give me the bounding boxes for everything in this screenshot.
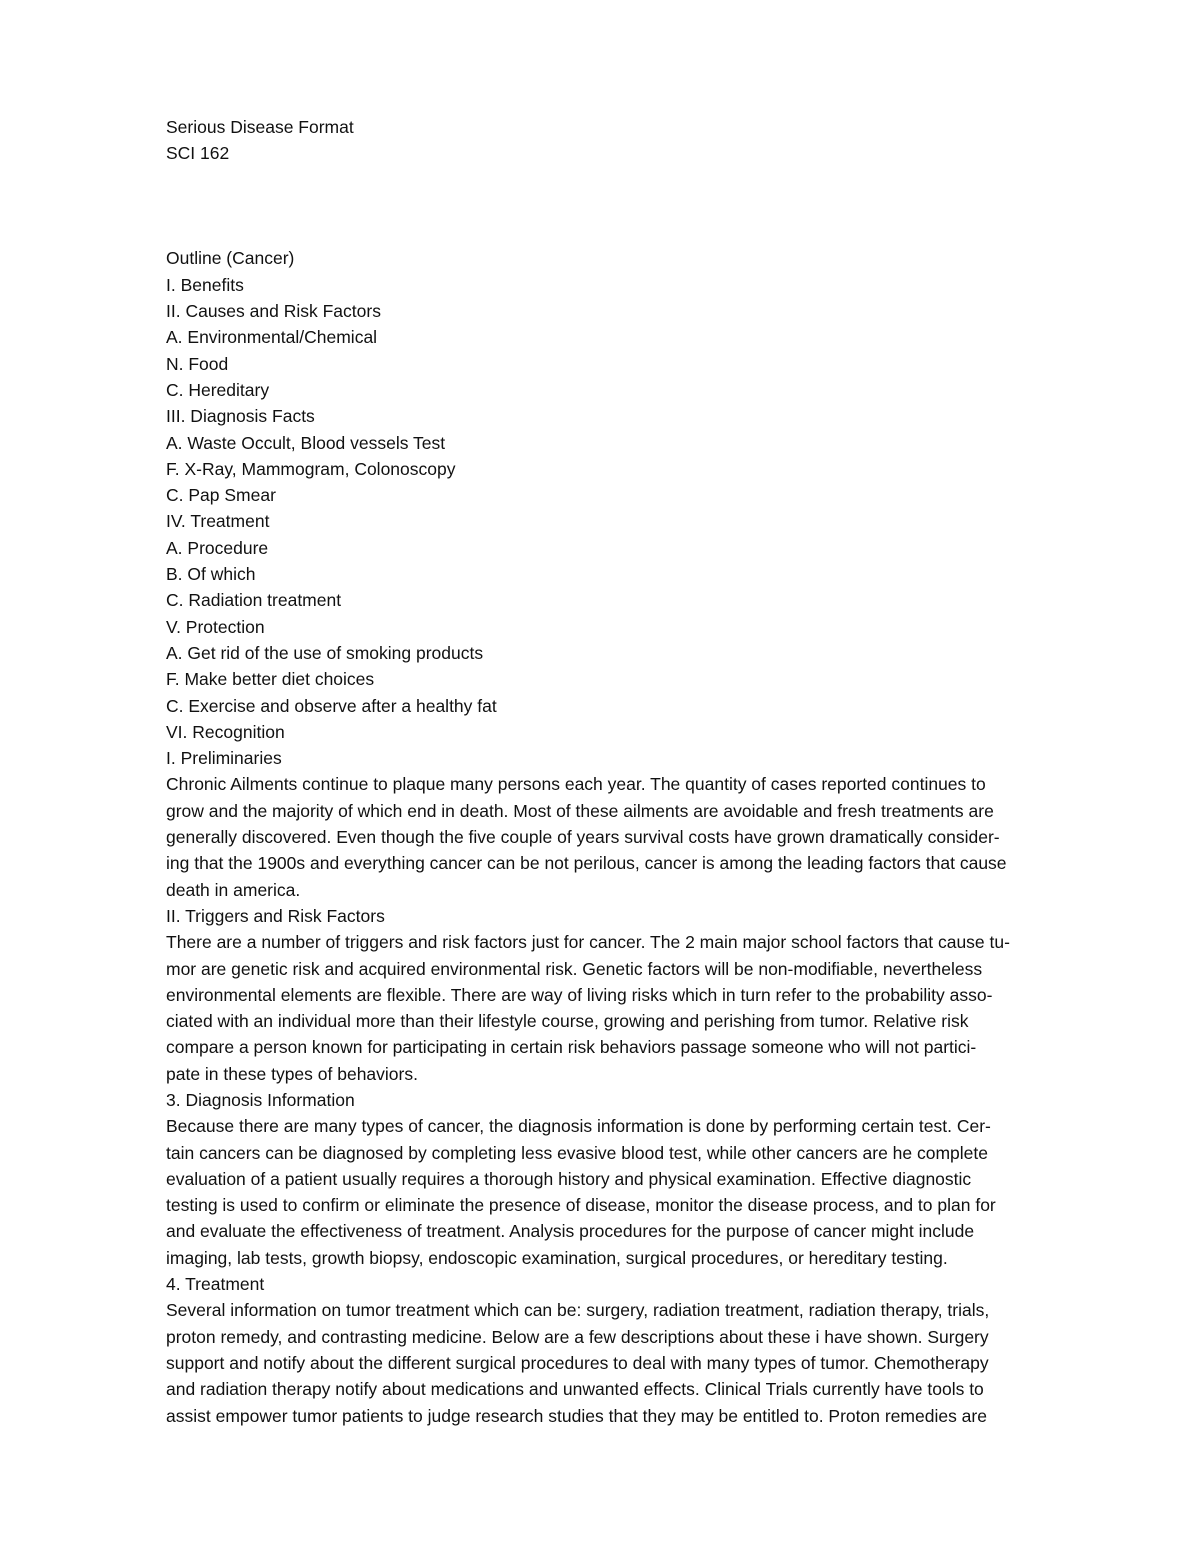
- text-line: testing is used to confirm or eliminate the presence of disease, monitor the disease process, and to plan for: [166, 1195, 996, 1216]
- text-line: IV. Treatment: [166, 511, 270, 532]
- text-line: F. X-Ray, Mammogram, Colonoscopy: [166, 458, 456, 479]
- text-line: A. Waste Occult, Blood vessels Test: [166, 432, 446, 453]
- text-line: support and notify about the different surgical procedures to deal with many types of tumor. Chemotherapy: [166, 1352, 989, 1373]
- text-line: generally discovered. Even though the five couple of years survival costs have grown dramatically consider-: [166, 827, 1000, 848]
- text-line: ciated with an individual more than their lifestyle course, growing and perishing from tumor. Relative risk: [166, 1011, 969, 1032]
- blank-space: [166, 167, 1116, 246]
- text-line: II. Triggers and Risk Factors: [166, 905, 385, 926]
- text-line: and evaluate the effectiveness of treatment. Analysis procedures for the purpose of cancer might include: [166, 1221, 975, 1242]
- text-line: mor are genetic risk and acquired environmental risk. Genetic factors will be non-modifiable, nevertheless: [166, 958, 983, 979]
- text-line: ing that the 1900s and everything cancer can be not perilous, cancer is among the leading factors that cause: [166, 853, 1007, 874]
- text-line: A. Get rid of the use of smoking products: [166, 642, 484, 663]
- text-line: death in america.: [166, 879, 301, 900]
- text-line: C. Hereditary: [166, 379, 270, 400]
- text-line: proton remedy, and contrasting medicine. Below are a few descriptions about these i have shown. Surgery: [166, 1326, 989, 1347]
- text-line: C. Exercise and observe after a healthy fat: [166, 695, 497, 716]
- text-line: B. Of which: [166, 564, 256, 585]
- text-line: Outline (Cancer): [166, 248, 295, 269]
- text-line: Because there are many types of cancer, the diagnosis information is done by performing certain test. Cer-: [166, 1116, 991, 1137]
- text-line: VI. Recognition: [166, 721, 285, 742]
- text-line: 3. Diagnosis Information: [166, 1089, 355, 1110]
- text-line: compare a person known for participating in certain risk behaviors passage someone who will not partici-: [166, 1037, 977, 1058]
- text-line: grow and the majority of which end in death. Most of these ailments are avoidable and fresh treatments are: [166, 800, 994, 821]
- text-line: A. Environmental/Chemical: [166, 327, 378, 348]
- document-body: [166, 245, 1116, 1428]
- text-line: II. Causes and Risk Factors: [166, 301, 381, 322]
- text-line: assist empower tumor patients to judge research studies that they may be entitled to. Proton remedies are: [166, 1405, 987, 1426]
- text-line: 4. Treatment: [166, 1274, 265, 1295]
- text-line: I. Preliminaries: [166, 748, 282, 769]
- course-code: SCI 162: [166, 143, 230, 164]
- text-line: pate in these types of behaviors.: [166, 1063, 418, 1084]
- text-line: tain cancers can be diagnosed by completing less evasive blood test, while other cancers are he complete: [166, 1142, 988, 1163]
- text-line: imaging, lab tests, growth biopsy, endoscopic examination, surgical procedures, or hereditary testing.: [166, 1247, 948, 1268]
- text-line: Chronic Ailments continue to plaque many persons each year. The quantity of cases reported continues to: [166, 774, 986, 795]
- document-content: [166, 114, 1116, 1429]
- text-line: C. Pap Smear: [166, 485, 276, 506]
- text-line: V. Protection: [166, 616, 265, 637]
- text-line: evaluation of a patient usually requires a thorough history and physical examination. Effective diagnostic: [166, 1168, 972, 1189]
- text-line: environmental elements are flexible. There are way of living risks which in turn refer to the probability asso-: [166, 984, 993, 1005]
- text-line: F. Make better diet choices: [166, 669, 375, 690]
- text-line: I. Benefits: [166, 274, 244, 295]
- text-line: III. Diagnosis Facts: [166, 406, 315, 427]
- document-title: Serious Disease Format: [166, 117, 354, 137]
- text-line: Several information on tumor treatment which can be: surgery, radiation treatment, radiation therapy, trials,: [166, 1300, 990, 1321]
- text-line: There are a number of triggers and risk factors just for cancer. The 2 main major school factors that cause tu-: [166, 932, 1010, 953]
- text-line: and radiation therapy notify about medications and unwanted effects. Clinical Trials currently have tools to: [166, 1379, 984, 1400]
- text-line: C. Radiation treatment: [166, 590, 342, 611]
- text-line: N. Food: [166, 353, 229, 374]
- text-line: A. Procedure: [166, 537, 269, 558]
